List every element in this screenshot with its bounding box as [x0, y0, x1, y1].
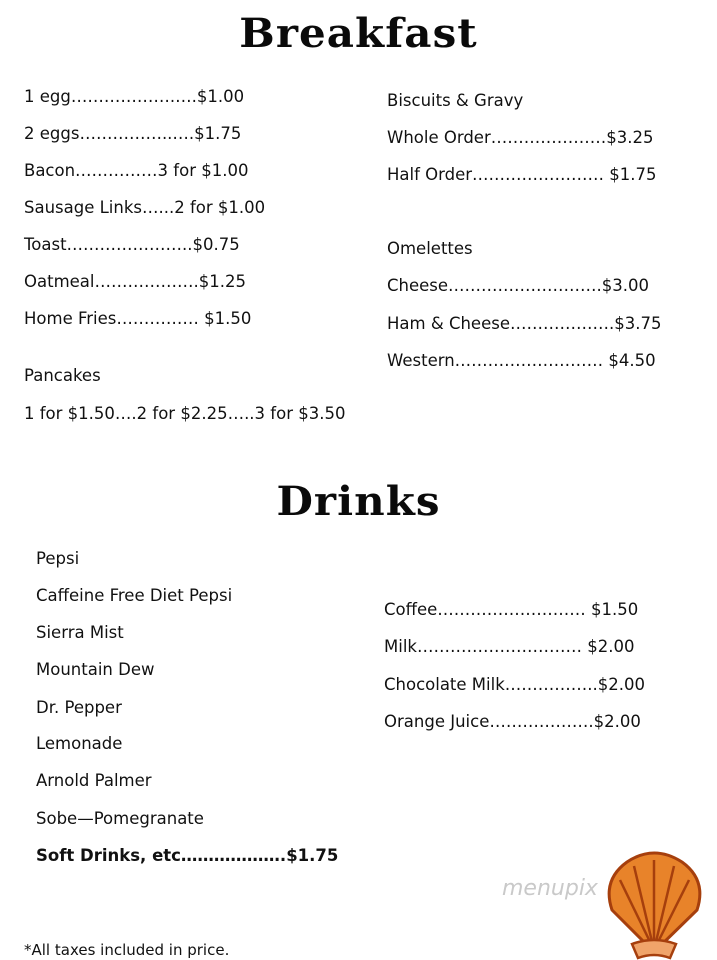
- soda-item: Sierra Mist: [36, 623, 124, 642]
- soda-item: Arnold Palmer: [36, 771, 152, 790]
- drink-item: Coffee……………………… $1.50: [384, 600, 639, 619]
- breakfast-item: Home Fries…………… $1.50: [24, 309, 252, 328]
- breakfast-item: 2 eggs……………..….$1.75: [24, 124, 242, 143]
- soda-item: Sobe—Pomegranate: [36, 809, 204, 828]
- omelette-item: Cheese……………………….$3.00: [387, 276, 650, 295]
- breakfast-item: Bacon……………3 for $1.00: [24, 161, 249, 180]
- breakfast-title: Breakfast: [239, 10, 478, 57]
- drink-item: Chocolate Milk……………..$2.00: [384, 675, 645, 694]
- breakfast-item: 1 egg……………….….$1.00: [24, 87, 245, 106]
- omelette-item: Western……………………… $4.50: [387, 351, 656, 370]
- biscuits-heading: Biscuits & Gravy: [387, 91, 524, 110]
- breakfast-item: Sausage Links…...2 for $1.00: [24, 198, 266, 217]
- pancakes-heading: Pancakes: [24, 366, 101, 385]
- pancakes-prices: 1 for $1.50….2 for $2.25…..3 for $3.50: [24, 404, 346, 423]
- drink-item: Milk………………………… $2.00: [384, 637, 635, 656]
- soda-item: Caffeine Free Diet Pepsi: [36, 586, 233, 605]
- soda-item: Pepsi: [36, 549, 80, 568]
- biscuits-item: Whole Order…………………$3.25: [387, 128, 654, 147]
- drink-item: Orange Juice……………….$2.00: [384, 712, 641, 731]
- soft-drinks-price: Soft Drinks, etc……………….$1.75: [36, 846, 339, 865]
- soda-item: Dr. Pepper: [36, 698, 122, 717]
- menupix-watermark: menupix: [502, 876, 598, 901]
- seashell-icon: [592, 840, 717, 960]
- breakfast-item: Toast…………………..$0.75: [24, 235, 240, 254]
- soda-item: Lemonade: [36, 734, 123, 753]
- soda-item: Mountain Dew: [36, 660, 155, 679]
- biscuits-item: Half Order…………………… $1.75: [387, 165, 657, 184]
- footnote: *All taxes included in price.: [24, 941, 230, 959]
- breakfast-item: Oatmeal……………….$1.25: [24, 272, 246, 291]
- omelette-item: Ham & Cheese……………….$3.75: [387, 314, 662, 333]
- drinks-title: Drinks: [276, 478, 441, 525]
- omelettes-heading: Omelettes: [387, 239, 473, 258]
